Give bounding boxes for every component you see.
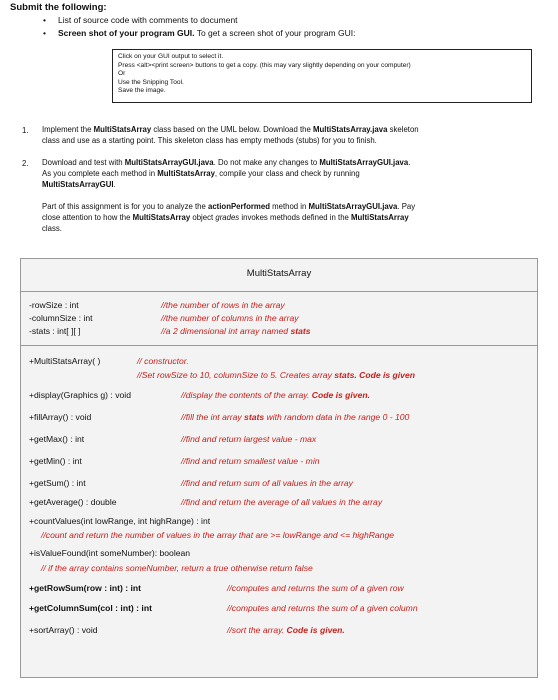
uml-method-comment: //computes and returns the sum of a given column (227, 603, 418, 613)
screenshot-bold: Screen shot of your program GUI. (58, 28, 195, 38)
uml-method: +getMax() : int (29, 434, 85, 444)
uml-method-comment: //fill the int array stats with random data in the range 0 - 100 (181, 412, 410, 422)
screenshot-rest: To get a screen shot of your program GUI: (194, 28, 356, 38)
uml-method-comment: //find and return smallest value - min (181, 456, 320, 466)
uml-class-diagram (20, 258, 538, 678)
instruction-line: Use the Snipping Tool. (118, 78, 184, 86)
uml-constructor: +MultiStatsArray( ) (29, 356, 101, 366)
uml-method-comment: //computes and returns the sum of a given row (227, 583, 404, 593)
uml-method-comment: //sort the array. Code is given. (227, 625, 345, 635)
uml-method: +getAverage() : double (29, 497, 117, 507)
instruction-line: Press <alt><print screen> buttons to get a copy. (this may vary slightly depending on your computer) (118, 61, 411, 69)
step-2-line-3: MultiStatsArrayGUI. (42, 180, 116, 189)
uml-field: -columnSize : int (29, 313, 93, 323)
step-1-line-2: class and use as a starting point. This skeleton class has empty methods (stubs) for you to finish. (42, 136, 377, 145)
uml-constructor-comment: // constructor. (137, 356, 189, 366)
uml-method: +getSum() : int (29, 478, 86, 488)
step-2-number: 2. (22, 159, 29, 168)
uml-method-comment: //find and return the average of all values in the array (181, 497, 383, 507)
uml-method-comment: //display the contents of the array. Code is given. (181, 390, 370, 400)
uml-constructor-comment-2: //Set rowSize to 10, columnSize to 5. Creates array stats. Code is given (137, 370, 415, 380)
bullet-dot-icon: • (43, 15, 46, 25)
screenshot-instructions-box (112, 49, 532, 103)
uml-field-comment: //a 2 dimensional int array named stats (161, 326, 311, 336)
uml-method-comment: //find and return largest value - max (181, 434, 317, 444)
note-line-3: class. (42, 224, 62, 233)
uml-method: +getRowSum(row : int) : int (29, 583, 141, 593)
uml-method: +getMin() : int (29, 456, 82, 466)
uml-class-name: MultiStatsArray (246, 268, 312, 279)
uml-method-comment: // if the array contains someNumber, return a true otherwise return false (41, 563, 313, 573)
uml-method: +sortArray() : void (29, 625, 98, 635)
uml-method-comment: //find and return sum of all values in the array (181, 478, 353, 488)
uml-method: +getColumnSum(col : int) : int (29, 603, 152, 613)
instruction-line: Or (118, 70, 126, 77)
uml-method: +countValues(int lowRange, int highRange) : int (29, 516, 211, 526)
instruction-line: Save the image. (118, 87, 166, 94)
uml-method: +display(Graphics g) : void (29, 390, 131, 400)
uml-field-comment: //the number of columns in the array (161, 313, 299, 323)
uml-method: +fillArray() : void (29, 412, 92, 422)
uml-divider (21, 291, 537, 292)
uml-field-comment: //the number of rows in the array (161, 300, 285, 310)
uml-field: -rowSize : int (29, 300, 79, 310)
step-1-number: 1. (22, 126, 29, 135)
uml-divider (21, 345, 537, 346)
uml-method-comment: //count and return the number of values in the array that are >= lowRange and <= highRange (41, 530, 395, 540)
instruction-line: Click on your GUI output to select it. (118, 53, 224, 60)
uml-field: -stats : int[ ][ ] (29, 326, 81, 336)
note-line-1: Part of this assignment is for you to analyze the actionPerformed method in MultiStatsArrayGUI.java. Pay (42, 202, 416, 211)
submit-heading: Submit the following: (10, 2, 107, 13)
step-1-line-1: Implement the MultiStatsArray class based on the UML below. Download the MultiStatsArray.java skeleton (42, 125, 419, 134)
step-2-line-1: Download and test with MultiStatsArrayGUI.java. Do not make any changes to MultiStatsArrayGUI.java. (42, 158, 411, 167)
bullet-dot-icon: • (43, 28, 46, 38)
uml-method: +isValueFound(int someNumber): boolean (29, 548, 191, 558)
step-2-line-2: As you complete each method in MultiStatsArray, compile your class and check by running (42, 169, 360, 178)
note-line-2: close attention to how the MultiStatsArray object grades invokes methods defined in the MultiStatsArray (42, 213, 409, 222)
